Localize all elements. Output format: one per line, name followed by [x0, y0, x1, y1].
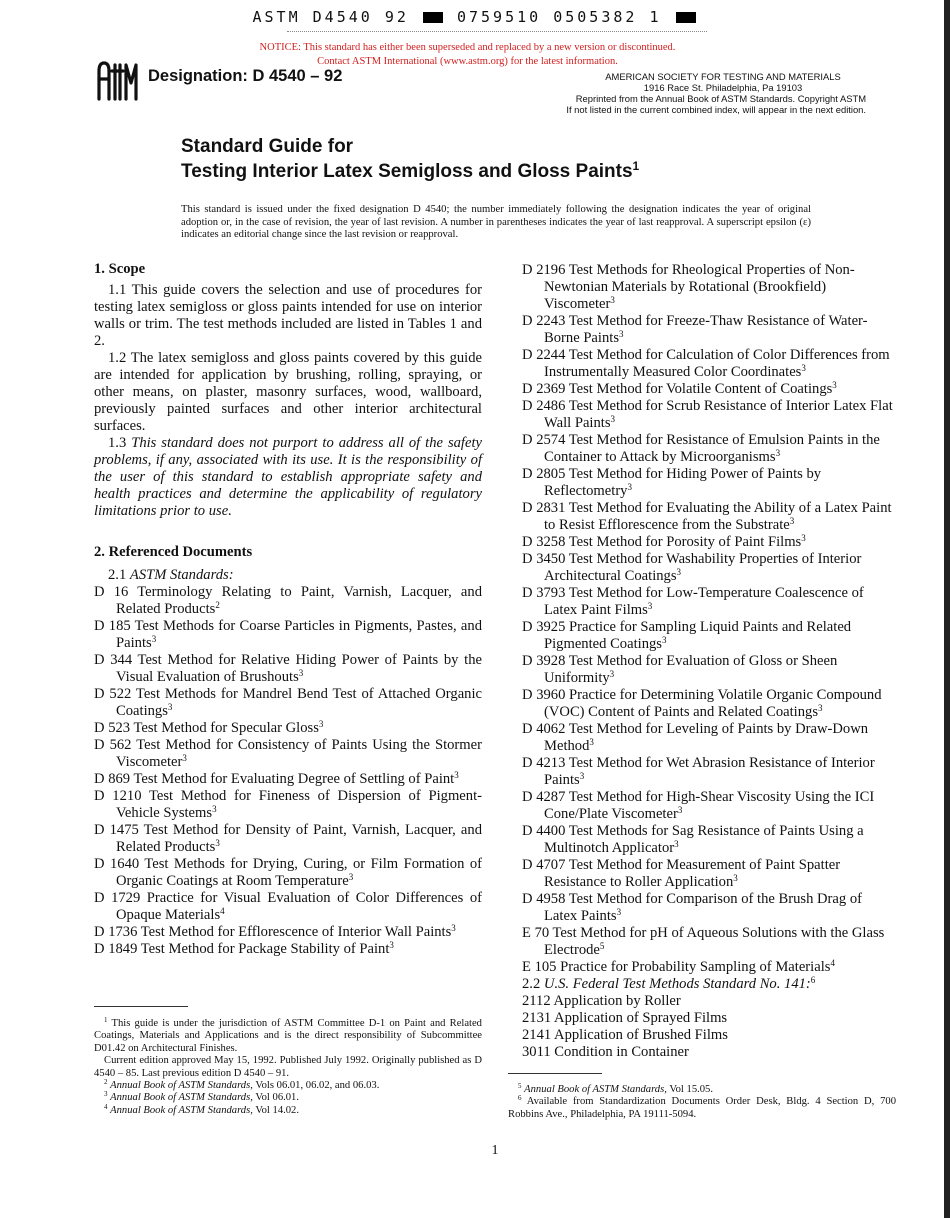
reference-text: D 3258 Test Method for Porosity of Paint Films: [522, 534, 802, 550]
footnote-2-vol: Vols 06.01, 06.02, and 06.03.: [252, 1080, 380, 1092]
reference-text: D 3928 Test Method for Evaluation of Gloss or Sheen Uniformity: [522, 653, 838, 686]
footnote-1-mark: 1: [104, 1016, 108, 1024]
title-line-2: [181, 159, 639, 184]
reference-text: D 2244 Test Method for Calculation of Color Differences from Instrumentally Measured Color Coordinates: [522, 347, 890, 380]
footnotes-left: [94, 1018, 482, 1117]
reference-entry: [522, 891, 896, 925]
reference-text: D 3450 Test Method for Washability Properties of Interior Architectural Coatings: [522, 551, 862, 584]
society-block: [520, 71, 866, 115]
reference-entry: [522, 347, 896, 381]
issue-statement: This standard is issued under the fixed designation D 4540; the number immediately following the designation indicates the year of original adoption or, in the case of revision, the year of last revision. A number in parentheses indicates the year of last reapproval. A superscript epsilon (ε) indicates an editorial change since the last revision or reapproval.: [181, 204, 811, 241]
footnote-rule-left: [94, 1006, 188, 1007]
reference-entry: [522, 381, 896, 398]
federal-standards-number: 2.2: [522, 976, 541, 992]
reference-entry: [522, 721, 896, 755]
reference-entry: [94, 652, 482, 686]
header-rule: [287, 31, 707, 32]
reference-text: E 70 Test Method for pH of Aqueous Solutions with the Glass Electrode: [522, 925, 885, 958]
designation: Designation: D 4540 – 92: [148, 67, 343, 85]
footnote-6-text: Available from Standardization Documents Order Desk, Bldg. 4 Section D, 700 Robbins Ave., Philadelphia, PA 19111-5094.: [508, 1096, 896, 1120]
page-number: 1: [491, 1143, 499, 1158]
reference-footnote-mark: 3: [389, 940, 394, 950]
reference-text: D 4287 Test Method for High-Shear Viscosity Using the ICI Cone/Plate Viscometer: [522, 789, 875, 822]
reference-footnote-mark: 3: [589, 737, 594, 747]
reference-entry: [94, 720, 482, 737]
referenced-heading: 2. Referenced Documents: [94, 544, 253, 560]
reference-entry: [94, 924, 482, 941]
footnote-2-book: Annual Book of ASTM Standards,: [110, 1080, 253, 1092]
footnote-4-vol: Vol 14.02.: [252, 1104, 300, 1116]
footnote-2-mark: 2: [104, 1078, 108, 1087]
reference-footnote-mark: 3: [801, 533, 806, 543]
reference-entry: [94, 890, 482, 924]
footnote-3-mark: 3: [104, 1090, 108, 1099]
reference-entry: [522, 619, 896, 653]
reference-text: D 2243 Test Method for Freeze-Thaw Resistance of Water-Borne Paints: [522, 313, 868, 346]
reference-text: D 1736 Test Method for Efflorescence of Interior Wall Paints: [94, 924, 452, 940]
reference-text: D 4062 Test Method for Leveling of Paints by Draw-Down Method: [522, 721, 869, 754]
reference-entry: [522, 466, 896, 500]
reference-footnote-mark: 3: [677, 805, 683, 815]
reference-entry: [94, 737, 482, 771]
federal-standards-label: [522, 976, 896, 993]
reference-footnote-mark: 2: [215, 600, 220, 610]
reference-text: D 4400 Test Methods for Sag Resistance of Paints Using a Multinotch Applicator: [522, 823, 864, 856]
footnote-rule-right: [508, 1073, 602, 1074]
reference-text: D 16 Terminology Relating to Paint, Varnish, Lacquer, and Related Products: [94, 584, 482, 617]
reference-entry: [522, 687, 896, 721]
reference-text: D 1210 Test Method for Fineness of Dispersion of Pigment-Vehicle Systems: [94, 788, 482, 821]
header-code-part2: 0759510 0505382 1: [456, 8, 662, 26]
reference-footnote-mark: 3: [616, 907, 622, 917]
title-main: Testing Interior Latex Semigloss and Gloss Paints: [181, 161, 633, 182]
footnote-6-mark: 6: [518, 1094, 522, 1103]
reference-entry: [522, 432, 896, 466]
federal-item: 2141 Application of Brushed Films: [522, 1027, 728, 1043]
reference-entry: [522, 585, 896, 619]
header-code: [0, 8, 950, 26]
reference-text: D 1849 Test Method for Package Stability of Paint: [94, 941, 390, 957]
scope-p3-number: 1.3: [108, 435, 127, 451]
reference-entry: [94, 771, 482, 788]
reference-entry: [522, 755, 896, 789]
society-reprint: Reprinted from the Annual Book of ASTM Standards. Copyright ASTM: [575, 93, 866, 104]
reference-entry: [522, 959, 896, 976]
astm-standards-label: [94, 567, 482, 584]
footnote-3: [94, 1092, 482, 1104]
federal-standards-text: U.S. Federal Test Methods Standard No. 141:: [543, 976, 811, 992]
reference-footnote-mark: 3: [676, 567, 682, 577]
reference-footnote-mark: 3: [167, 702, 173, 712]
document-title: [181, 134, 639, 184]
reference-footnote-mark: 3: [647, 601, 653, 611]
reference-text: D 344 Test Method for Relative Hiding Power of Paints by the Visual Evaluation of Brushouts: [94, 652, 482, 685]
reference-entry: [94, 856, 482, 890]
reference-footnote-mark: 3: [818, 703, 823, 713]
reference-text: D 3925 Practice for Sampling Liquid Paints and Related Pigmented Coatings: [522, 619, 852, 652]
reference-entry: [94, 618, 482, 652]
reference-footnote-mark: 3: [789, 516, 795, 526]
reference-text: D 2574 Test Method for Resistance of Emulsion Paints in the Container to Attack by Microorganisms: [522, 432, 880, 465]
astm-standards-text: ASTM Standards:: [129, 567, 234, 583]
footnote-3-book: Annual Book of ASTM Standards,: [110, 1092, 253, 1104]
notice-line-2: Contact ASTM International (www.astm.org) for the latest information.: [317, 56, 618, 67]
reference-footnote-mark: 3: [832, 380, 837, 390]
header-block-mark: [676, 12, 696, 23]
reference-text: D 2805 Test Method for Hiding Power of Paints by Reflectometry: [522, 466, 822, 499]
reference-entry: [522, 857, 896, 891]
reference-entry: [94, 822, 482, 856]
footnote-4-mark: 4: [104, 1102, 108, 1111]
reference-entry: [522, 500, 896, 534]
reference-entry: [522, 551, 896, 585]
reference-footnote-mark: 3: [182, 753, 187, 763]
footnote-4-book: Annual Book of ASTM Standards,: [110, 1104, 253, 1116]
footnote-1: [94, 1018, 482, 1055]
reference-text: D 523 Test Method for Specular Gloss: [94, 720, 319, 736]
reference-entry: [522, 789, 896, 823]
reference-entry: [522, 534, 896, 551]
federal-item: 3011 Condition in Container: [522, 1044, 689, 1060]
reference-footnote-mark: 3: [801, 363, 806, 373]
scope-paragraph-1-2: 1.2 The latex semigloss and gloss paints covered by this guide are intended for application by brushing, rolling, spraying, or other means, on plaster, masonry surfaces, wood, wallboard, previously painted surfaces and other interior architectural surfaces.: [94, 350, 482, 434]
reference-text: D 4958 Test Method for Comparison of the Brush Drag of Latex Paints: [522, 891, 862, 924]
footnote-1-text: This guide is under the jurisdiction of ASTM Committee D-1 on Paint and Related Coatings, Materials and Applications and is the direct responsibility of Subcommittee D01.42 on Architectural Finishes.: [94, 1018, 482, 1054]
left-reference-list: [94, 584, 482, 958]
right-reference-list: [522, 262, 896, 976]
federal-item: 2112 Application by Roller: [522, 993, 681, 1009]
footnote-5-book: Annual Book of ASTM Standards,: [524, 1084, 667, 1095]
footnote-3-vol: Vol 06.01.: [252, 1092, 300, 1104]
reference-text: D 1475 Test Method for Density of Paint, Varnish, Lacquer, and Related Products: [94, 822, 482, 855]
astm-logo-icon: [96, 57, 140, 103]
scan-edge: [944, 0, 950, 1218]
reference-footnote-mark: 4: [220, 906, 225, 916]
reference-footnote-mark: 3: [609, 669, 615, 679]
reference-text: D 2831 Test Method for Evaluating the Ability of a Latex Paint to Resist Efflorescence from the Substrate: [522, 500, 892, 533]
title-footnote-mark: 1: [632, 159, 640, 173]
reference-footnote-mark: 5: [599, 941, 605, 951]
reference-text: E 105 Practice for Probability Sampling of Materials: [522, 959, 831, 975]
reference-entry: [94, 788, 482, 822]
reference-text: D 2486 Test Method for Scrub Resistance of Interior Latex Flat Wall Paints: [522, 398, 893, 431]
footnote-2: [94, 1080, 482, 1092]
reference-text: D 1640 Test Methods for Drying, Curing, or Film Formation of Organic Coatings at Room Temperature: [94, 856, 482, 889]
reference-footnote-mark: 3: [318, 719, 324, 729]
reference-footnote-mark: 3: [661, 635, 667, 645]
society-address: 1916 Race St. Philadelphia, Pa 19103: [643, 82, 803, 93]
reference-entry: [522, 653, 896, 687]
reference-footnote-mark: 3: [775, 448, 781, 458]
notice-line-1: NOTICE: This standard has either been superseded and replaced by a new version or discontinued.: [259, 42, 676, 53]
reference-footnote-mark: 3: [610, 414, 616, 424]
reference-footnote-mark: 3: [454, 770, 459, 780]
reference-footnote-mark: 3: [619, 329, 624, 339]
left-column: [94, 261, 482, 958]
header-block-mark: [423, 12, 443, 23]
reference-footnote-mark: 3: [215, 838, 220, 848]
footnotes-right: [508, 1084, 896, 1121]
title-line-1: Standard Guide for: [181, 136, 354, 157]
federal-items-list: [522, 993, 896, 1061]
reference-footnote-mark: 3: [212, 804, 217, 814]
footnote-6: [508, 1096, 896, 1121]
reference-entry: [94, 584, 482, 618]
reference-entry: [522, 313, 896, 347]
scope-heading: 1. Scope: [94, 261, 146, 277]
scope-paragraph-1-3: [94, 435, 482, 520]
society-name: AMERICAN SOCIETY FOR TESTING AND MATERIALS: [605, 71, 841, 82]
reference-text: D 562 Test Method for Consistency of Paints Using the Stormer Viscometer: [94, 737, 482, 770]
reference-entry: [522, 398, 896, 432]
reference-text: D 3793 Test Method for Low-Temperature Coalescence of Latex Paint Films: [522, 585, 864, 618]
footnote-5-mark: 5: [518, 1082, 522, 1090]
scope-paragraph-1-1: 1.1 This guide covers the selection and use of procedures for testing latex semigloss or gloss paints intended for use on interior walls or trim. The test methods included are listed in Tables 1 and 2.: [94, 282, 482, 349]
federal-item: 2131 Application of Sprayed Films: [522, 1010, 728, 1026]
reference-footnote-mark: 3: [298, 668, 304, 678]
reference-text: D 1729 Practice for Visual Evaluation of Color Differences of Opaque Materials: [94, 890, 482, 923]
footnote-1-edition: Current edition approved May 15, 1992. Published July 1992. Originally published as D 4540 – 85. Last previous edition D 4540 – 91.: [94, 1055, 482, 1079]
reference-footnote-mark: 3: [151, 634, 157, 644]
reference-entry: [522, 823, 896, 857]
reference-entry: [522, 262, 896, 313]
society-index-note: If not listed in the current combined index, will appear in the next edition.: [566, 104, 866, 115]
reference-text: D 3960 Practice for Determining Volatile Organic Compound (VOC) Content of Paints and Related Coatings: [522, 687, 882, 720]
reference-entry: [94, 941, 482, 958]
reference-footnote-mark: 4: [830, 958, 835, 968]
right-column: [522, 262, 896, 1061]
reference-footnote-mark: 3: [674, 839, 679, 849]
scope-p3-text: This standard does not purport to address all of the safety problems, if any, associated with its use. It is the responsibility of the user of this standard to establish appropriate safety and health practices and determine the applicability of regulatory limitations prior to use.: [94, 435, 482, 519]
reference-footnote-mark: 3: [579, 771, 585, 781]
reference-entry: [522, 925, 896, 959]
reference-footnote-mark: 3: [627, 482, 632, 492]
footnote-5-vol: Vol 15.05.: [666, 1084, 714, 1095]
reference-text: D 4213 Test Method for Wet Abrasion Resistance of Interior Paints: [522, 755, 875, 788]
astm-standards-number: 2.1: [108, 567, 127, 583]
reference-entry: [94, 686, 482, 720]
reference-text: D 4707 Test Method for Measurement of Paint Spatter Resistance to Roller Application: [522, 857, 841, 890]
federal-standards-sup: 6: [810, 975, 816, 985]
reference-text: D 185 Test Methods for Coarse Particles in Pigments, Pastes, and Paints: [94, 618, 482, 651]
reference-footnote-mark: 3: [610, 295, 615, 305]
reference-text: D 522 Test Methods for Mandrel Bend Test of Attached Organic Coatings: [94, 686, 482, 719]
footnote-5: [508, 1084, 896, 1096]
reference-text: D 2196 Test Methods for Rheological Properties of Non-Newtonian Materials by Rotational (Brookfield) Viscometer: [522, 262, 855, 312]
footnote-4: [94, 1102, 482, 1117]
reference-footnote-mark: 3: [348, 872, 354, 882]
header-code-part1: ASTM D4540 92: [252, 8, 409, 26]
reference-footnote-mark: 3: [733, 873, 738, 883]
reference-text: D 869 Test Method for Evaluating Degree of Settling of Paint: [94, 771, 455, 787]
reference-footnote-mark: 3: [451, 923, 456, 933]
reference-text: D 2369 Test Method for Volatile Content of Coatings: [522, 381, 833, 397]
